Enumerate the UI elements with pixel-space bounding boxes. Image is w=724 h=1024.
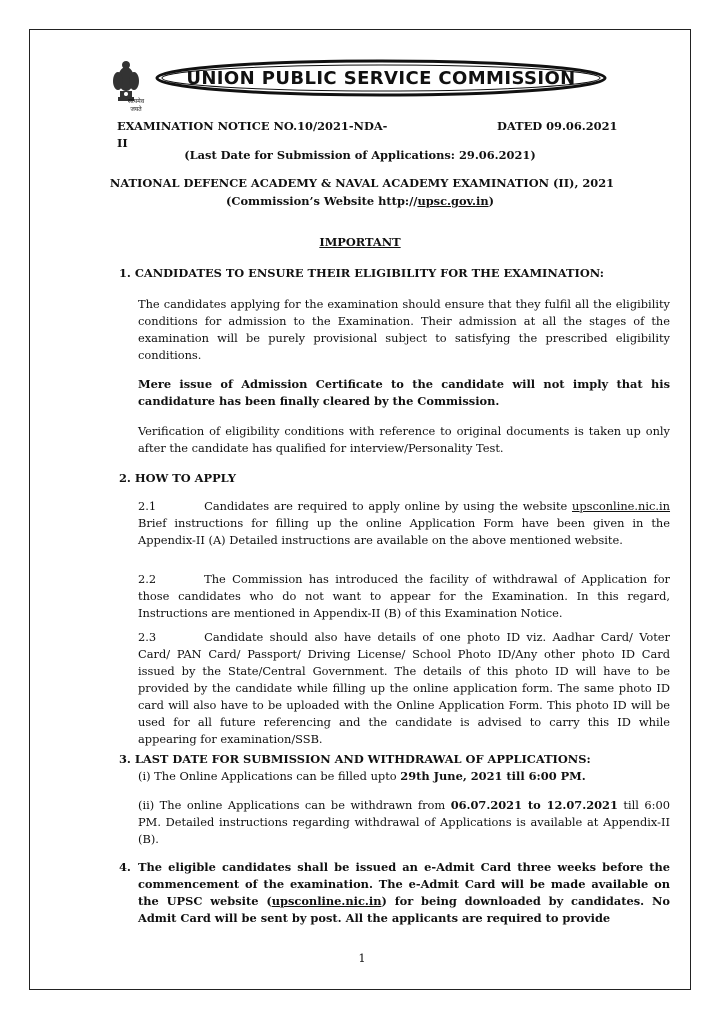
header-banner (155, 59, 607, 97)
section-1-paragraph-3: Verification of eligibility conditions with reference to original documents is taken up only after the candidate has qualified for interview/Personality Test. (138, 424, 670, 455)
upsconline-link[interactable]: upsconline.nic.in (572, 499, 671, 513)
commission-website-line: (Commission’s Website http://upsc.gov.in) (225, 194, 494, 208)
website-link[interactable]: upsc.gov.in (417, 194, 489, 208)
organization-title: UNION PUBLIC SERVICE COMMISSION (186, 68, 576, 89)
paragraph-2-3: 2.3 Candidate should also have details of one photo ID viz. Aadhar Card/ Voter Card/ PAN Card/ Passport/ Driving License/ School Photo ID/Any other photo ID Card issued by the State/Central Government. The details of this photo ID will have to be provided by the candidate while filling up the online application form. The same photo ID card will also have to be uploaded with the Online Application Form. This photo ID will be used for all future referencing and the candidate is advised to carry this ID while appearing for examination/SSB. (138, 630, 670, 746)
important-heading: IMPORTANT (319, 235, 401, 249)
section-3-item-i: (i) The Online Applications can be filled upto 29th June, 2021 till 6:00 PM. (138, 769, 586, 783)
paragraph-2-1: 2.1 Candidates are required to apply online by using the website upsconline.nic.in Brief instructions for filling up the online Application Form have been given in the Appendix-II (A) Detailed instructions are available on the above mentioned website. (138, 499, 671, 547)
section-4-paragraph: The eligible candidates shall be issued an e-Admit Card three weeks before the commencement of the examination. The e-Admit Card will be made available on the UPSC website (upsconline.nic.in) for being downloaded by candidates. No Admit Card will be sent by post. All the applicants are required to provide (138, 860, 670, 925)
section-2-heading: 2. HOW TO APPLY (119, 471, 237, 485)
section-3-item-ii: (ii) The online Applications can be withdrawn from 06.07.2021 to 12.07.2021 till 6:00 PM. Detailed instructions regarding withdrawal of Applications is available at Appendix-II (B). (138, 798, 670, 846)
exam-title: NATIONAL DEFENCE ACADEMY & NAVAL ACADEMY EXAMINATION (II), 2021 (109, 176, 615, 190)
section-4-link[interactable]: upsconline.nic.in (271, 894, 382, 908)
page-number: 1 (358, 951, 366, 965)
notice-number: EXAMINATION NOTICE NO.10/2021-NDA-II (117, 119, 388, 150)
paragraph-2-2: 2.2 The Commission has introduced the facility of withdrawal of Application for those candidates who do not want to appear for the Examination. In this regard, Instructions are mentioned in Appendix-II (B) of this Examination Notice. (138, 572, 670, 620)
notice-date: DATED 09.06.2021 (497, 119, 618, 133)
emblem-caption: सत्यमेव जयते (127, 98, 145, 113)
last-date-line: (Last Date for Submission of Applications: 29.06.2021) (184, 148, 536, 162)
section-1-paragraph-1: The candidates applying for the examination should ensure that they fulfil all the eligibility conditions for admission to the Examination. Their admission at all the stages of the examination will be purely provisional subject to satisfying the prescribed eligibility conditions. (138, 297, 670, 362)
section-1-heading: 1. CANDIDATES TO ENSURE THEIR ELIGIBILITY FOR THE EXAMINATION: (119, 266, 604, 280)
section-4-number: 4. (119, 860, 131, 874)
section-1-paragraph-2: Mere issue of Admission Certificate to the candidate will not imply that his candidature has been finally cleared by the Commission. (138, 377, 670, 408)
section-3-heading: 3. LAST DATE FOR SUBMISSION AND WITHDRAWAL OF APPLICATIONS: (119, 752, 591, 766)
